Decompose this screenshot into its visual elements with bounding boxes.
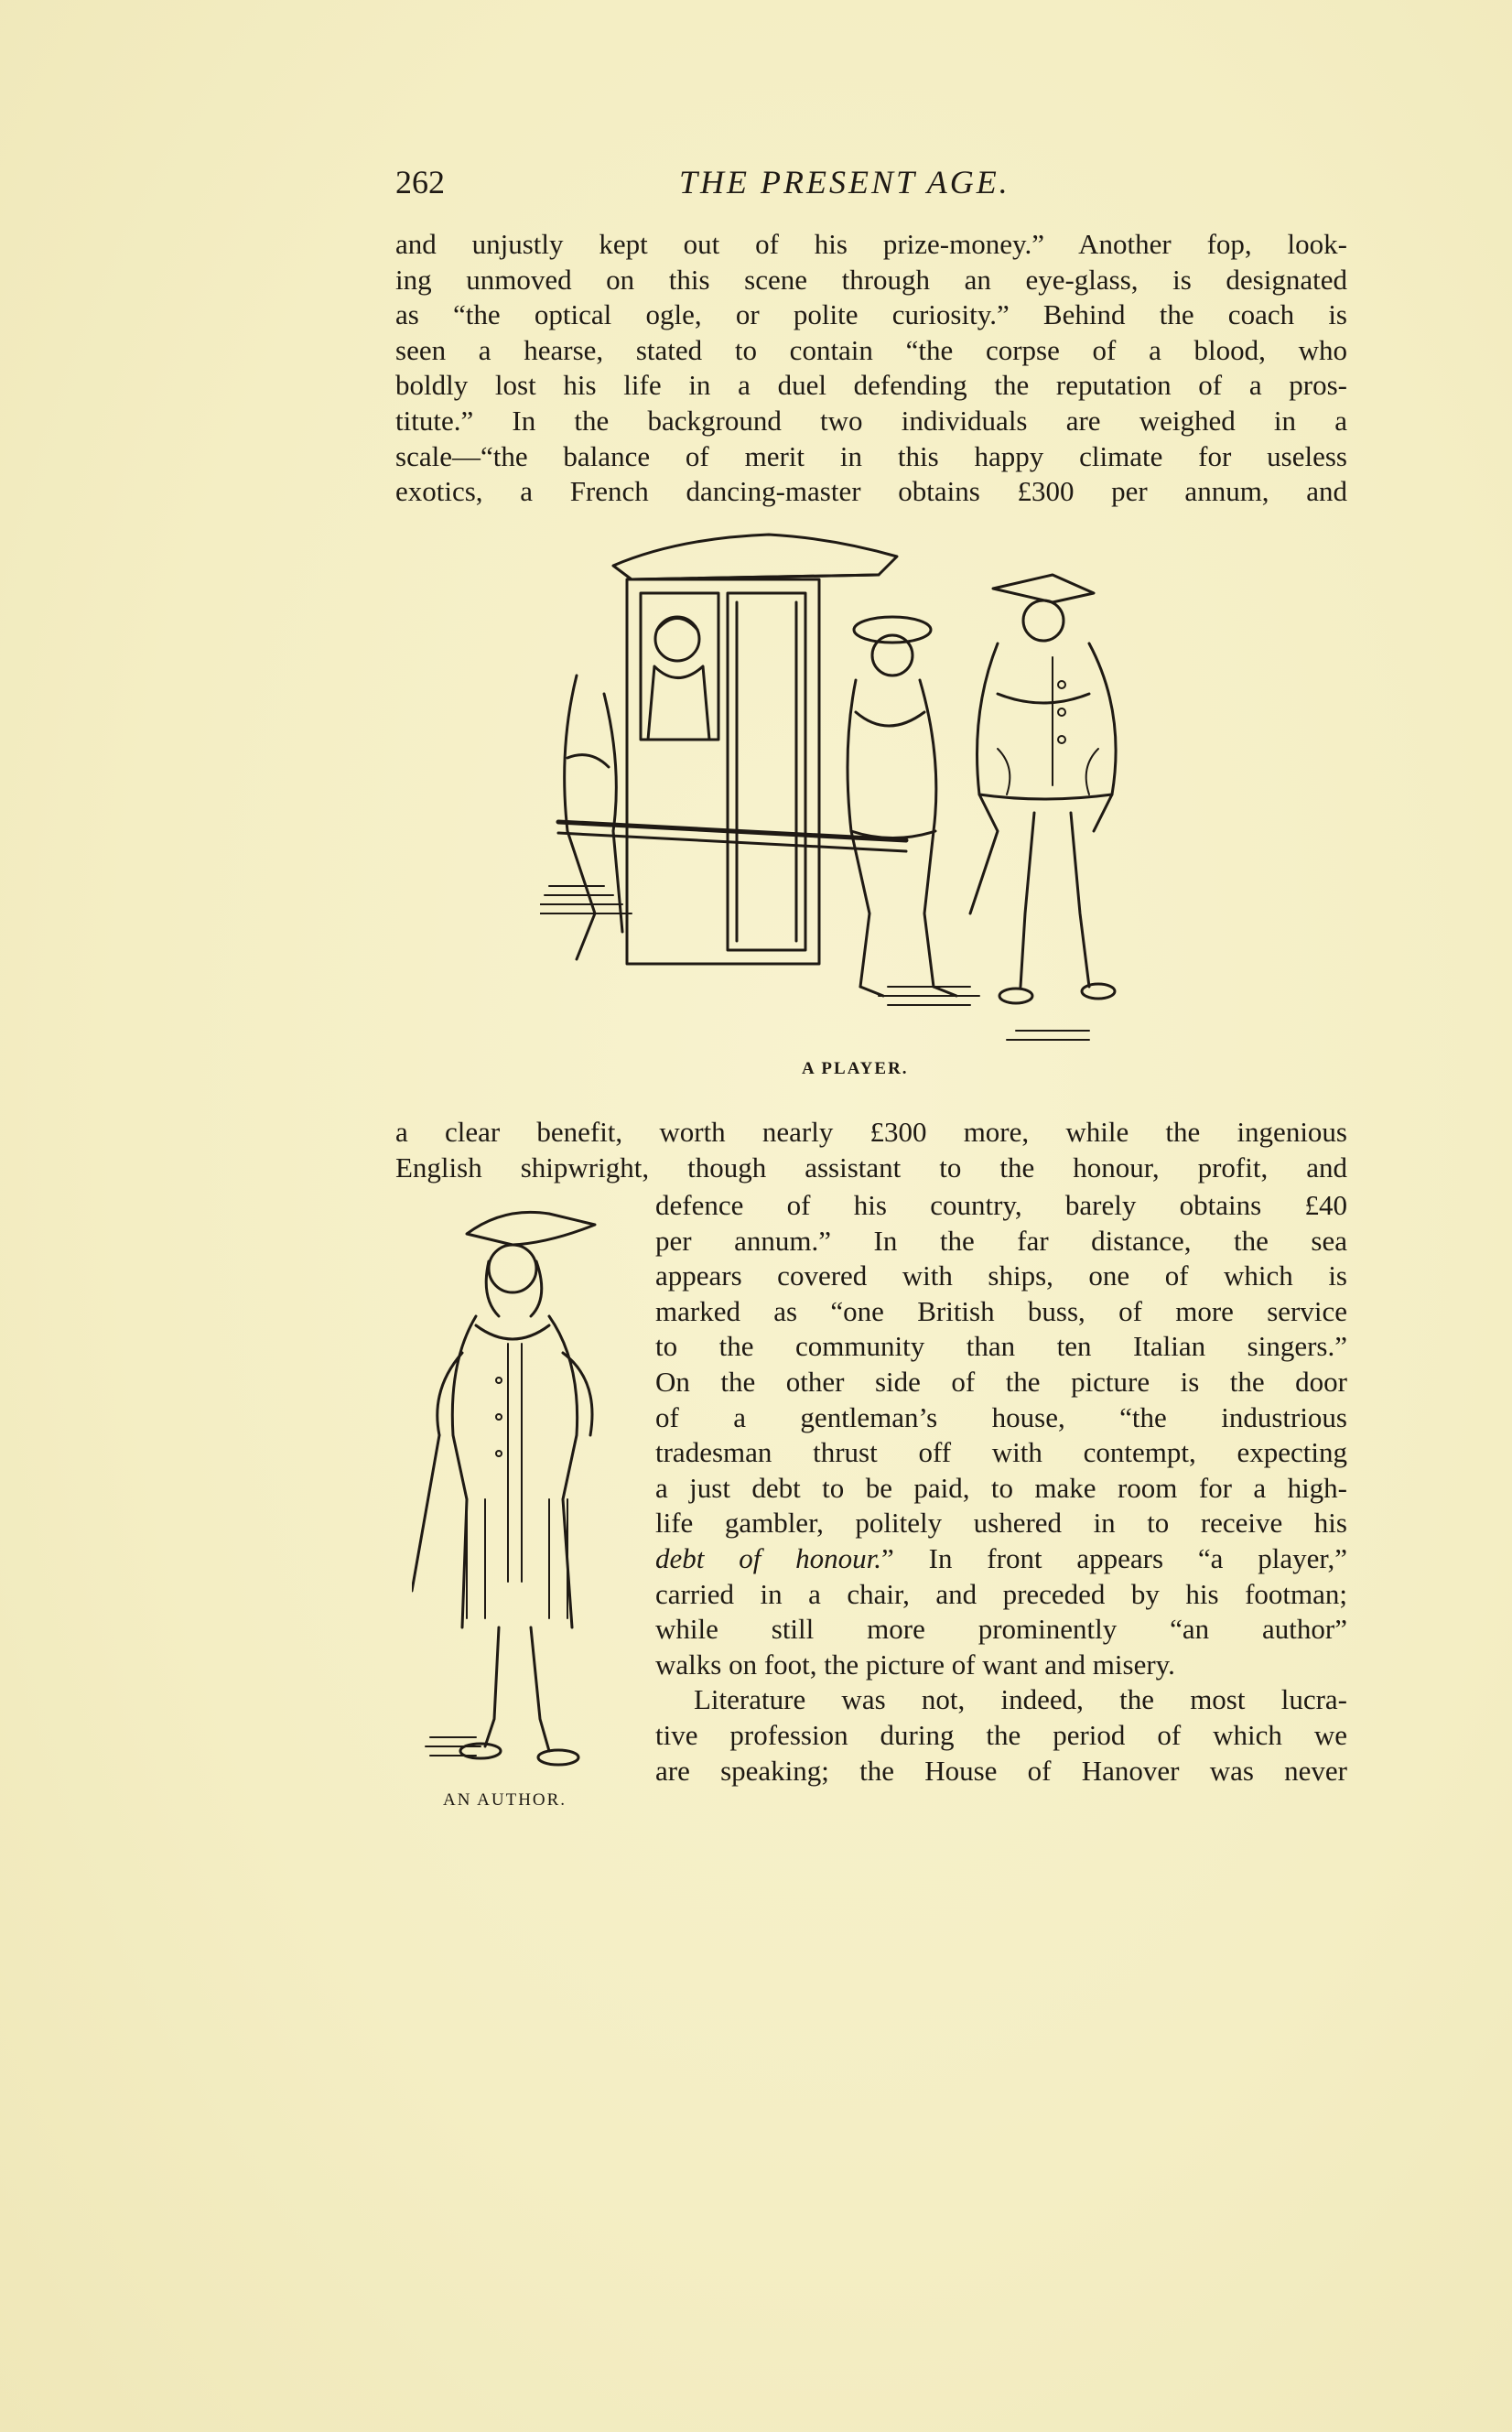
text-line-debt-of-honour <box>655 1541 1347 1577</box>
text-line: are speaking; the House of Hanover was never <box>655 1754 1347 1787</box>
text-line: life gambler, politely ushered in to receive his <box>655 1507 1347 1540</box>
italic-phrase: debt of honour. <box>655 1541 882 1574</box>
text-fragment: ” In front appears “a player,” <box>881 1541 1347 1574</box>
paragraph-mid <box>395 1115 1347 1185</box>
text-line: walks on foot, the picture of want and misery. <box>655 1648 1175 1681</box>
text-line: scale—“the balance of merit in this happy climate for useless <box>395 439 1347 472</box>
paragraph-top <box>395 227 1347 510</box>
text-line: defence of his country, barely obtains £40 <box>655 1189 1347 1221</box>
text-line: tradesman thrust off with contempt, expecting <box>655 1436 1347 1469</box>
text-line: On the other side of the picture is the door <box>655 1365 1347 1398</box>
text-line: to the community than ten Italian singers.” <box>655 1330 1347 1363</box>
text-line: as “the optical ogle, or polite curiosity.” Behind the coach is <box>395 298 1347 331</box>
page-number: 262 <box>395 164 445 200</box>
running-head <box>395 163 1347 209</box>
text-line: English shipwright, though assistant to the honour, profit, and <box>395 1151 1347 1184</box>
text-line: marked as “one British buss, of more service <box>655 1294 1347 1327</box>
text-line: and unjustly kept out of his prize-money.” Another fop, look- <box>395 228 1347 260</box>
text-line: while still more prominently “an author” <box>655 1613 1347 1646</box>
text-line: Literature was not, indeed, the most lucra- <box>694 1683 1347 1716</box>
text-line: a clear benefit, worth nearly £300 more, while the ingenious <box>395 1116 1347 1148</box>
text-line: seen a hearse, stated to contain “the corpse of a blood, who <box>395 333 1347 366</box>
text-line: ing unmoved on this scene through an eye-glass, is designated <box>395 263 1347 296</box>
text-line: per annum.” In the far distance, the sea <box>655 1224 1347 1257</box>
text-line: of a gentleman’s house, “the industrious <box>655 1400 1347 1433</box>
text-line: a just debt to be paid, to make room for a high- <box>655 1471 1347 1504</box>
text-line: boldly lost his life in a duel defending the reputation of a pros- <box>395 369 1347 402</box>
text-line: carried in a chair, and preceded by his footman; <box>655 1577 1347 1610</box>
running-title: THE PRESENT AGE. <box>679 164 1010 200</box>
figure-caption-author: AN AUTHOR. <box>443 1790 567 1810</box>
text-line: exotics, a French dancing-master obtains £300 per annum, and <box>395 475 1347 508</box>
text-line: tive profession during the period of which we <box>655 1718 1347 1751</box>
text-line: appears covered with ships, one of which is <box>655 1259 1347 1292</box>
figure-caption-player: A PLAYER. <box>802 1059 909 1078</box>
author-engraving-icon <box>412 1197 632 1783</box>
paragraph-side <box>655 1188 1347 1789</box>
text-line: titute.” In the background two individuals are weighed in a <box>395 404 1347 437</box>
sedan-chair-engraving-icon <box>540 529 1199 1051</box>
